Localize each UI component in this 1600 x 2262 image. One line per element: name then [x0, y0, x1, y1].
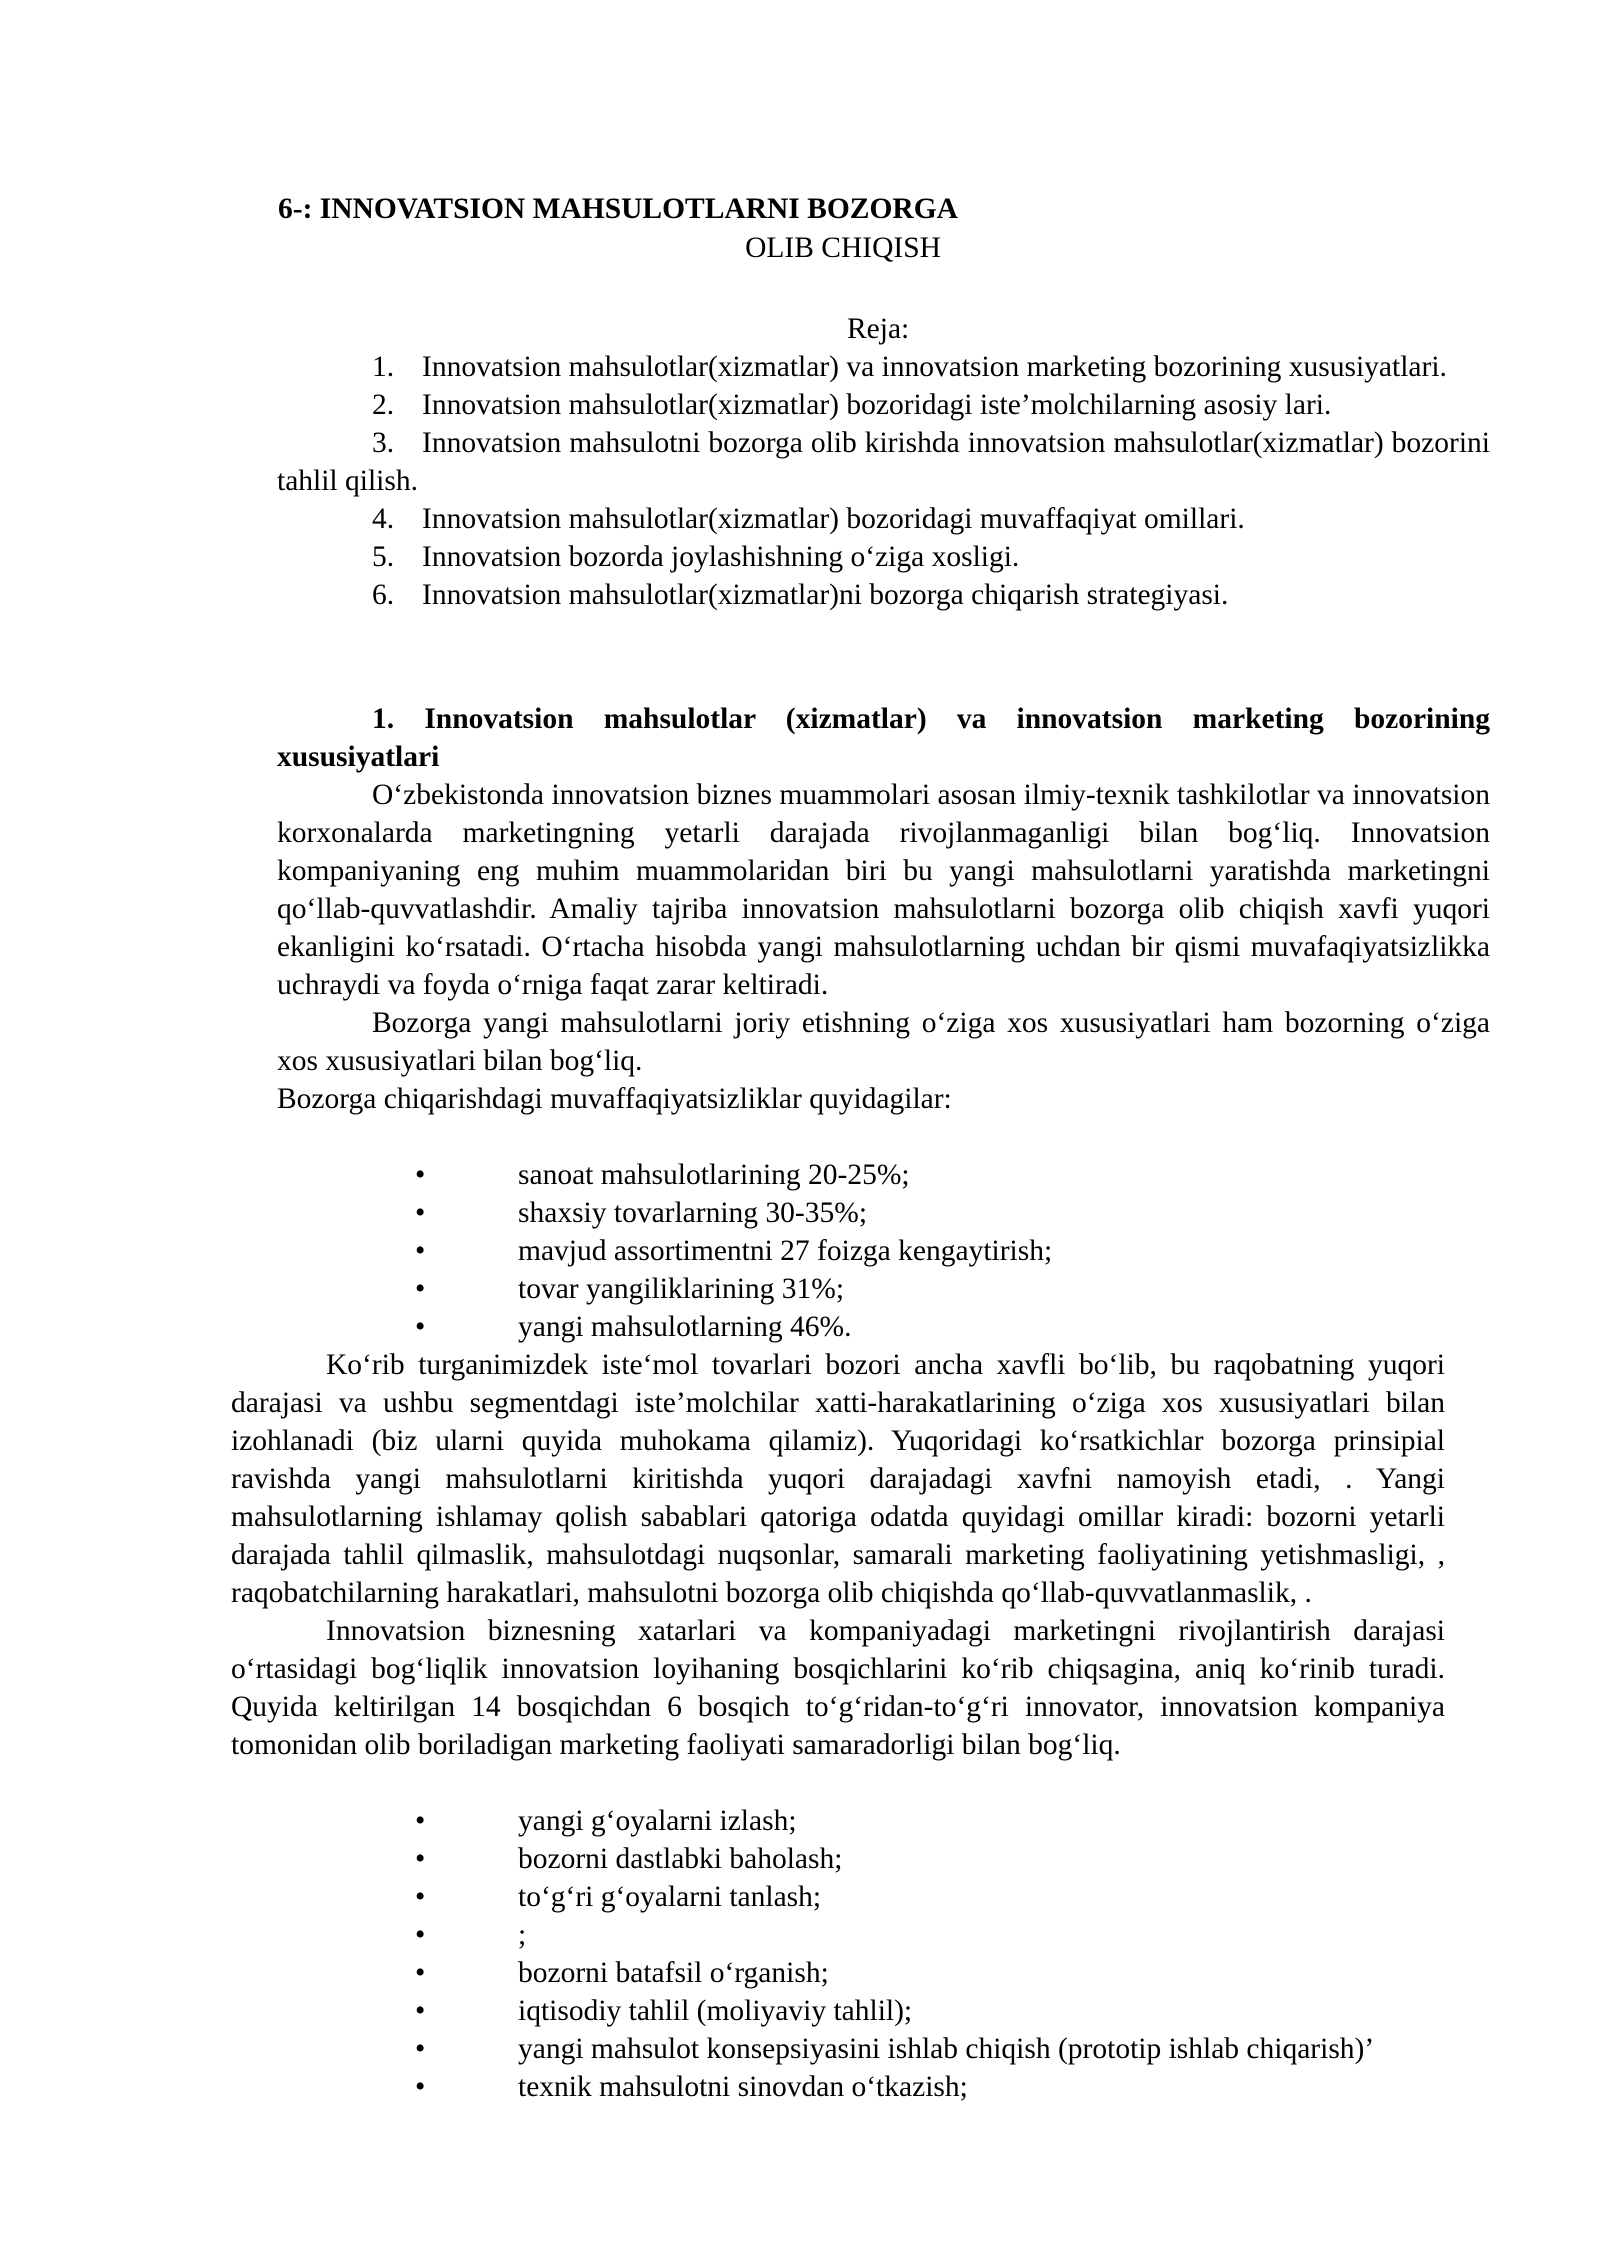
plan-item: [277, 348, 1490, 386]
bullet-symbol: •: [415, 1995, 426, 2027]
bullet-symbol: •: [415, 1311, 426, 1343]
paragraph: Innovatsion biznesning xatarlari va kompaniyadagi marketingni rivojlantirish darajasi o‘rtasidagi bog‘liqlik innovatsion loyihaning bosqichlarini ko‘rib chiqsagina, aniq ko‘rinib turadi. Quyida keltirilgan 14 bosqichdan 6 bosqich to‘g‘ridan-to‘g‘ri innovator, innovatsion kompaniya tomonidan olib boriladigan marketing faoliyati samaradorligi bilan bog‘liq.: [231, 1615, 1445, 1761]
list-item: [415, 1232, 1052, 1270]
list-item-text: sanoat mahsulotlarining 20-25%;: [518, 1159, 910, 1191]
list-item-text: ;: [518, 1919, 527, 1951]
plan-item-number: 4.: [372, 503, 395, 535]
bullet-symbol: •: [415, 1159, 426, 1191]
plan-item-number: 1.: [372, 351, 395, 383]
list-item-text: yangi g‘oyalarni izlash;: [518, 1805, 797, 1837]
plan-item-number: 3.: [372, 427, 395, 459]
bullet-symbol: •: [415, 1273, 426, 1305]
list-item-text: shaxsiy tovarlarning 30-35%;: [518, 1197, 868, 1229]
list-item: [415, 1840, 1374, 1878]
document-subtitle: OLIB CHIQISH: [745, 232, 941, 264]
list-item: [415, 1802, 1374, 1840]
bullet-symbol: •: [415, 1235, 426, 1267]
list-item: [415, 1916, 1374, 1954]
plan-item-text: Innovatsion mahsulotlar(xizmatlar)ni bozorga chiqarish strategiyasi.: [422, 579, 1229, 611]
bullet-list-failures: [415, 1156, 1052, 1346]
plan-item: [277, 500, 1490, 538]
bullet-symbol: •: [415, 2071, 426, 2103]
list-item-text: bozorni batafsil o‘rganish;: [518, 1957, 829, 1989]
paragraph: Bozorga chiqarishdagi muvaffaqiyatsizliklar quyidagilar:: [277, 1083, 952, 1115]
list-item: [415, 1270, 1052, 1308]
bullet-symbol: •: [415, 1197, 426, 1229]
bullet-symbol: •: [415, 1805, 426, 1837]
bullet-list-stages: [415, 1802, 1374, 2106]
bullet-symbol: •: [415, 1843, 426, 1875]
list-item: [415, 1308, 1052, 1346]
list-item: [415, 1194, 1052, 1232]
plan-list: [277, 348, 1490, 614]
plan-item-number: 2.: [372, 389, 395, 421]
bullet-symbol: •: [415, 1881, 426, 1913]
section-1-continued: [231, 1346, 1445, 1764]
plan-item-text: Innovatsion mahsulotlar(xizmatlar) bozoridagi iste’molchilarning asosiy lari.: [422, 389, 1332, 421]
plan-item: [277, 424, 1490, 500]
list-item: [415, 1954, 1374, 1992]
paragraph: Bozorga yangi mahsulotlarni joriy etishning o‘ziga xos xususiyatlari ham bozorning o‘ziga xos xususiyatlari bilan bog‘liq.: [277, 1007, 1490, 1077]
plan-item-text: Innovatsion mahsulotlar(xizmatlar) bozoridagi muvaffaqiyat omillari.: [422, 503, 1245, 535]
list-item-text: iqtisodiy tahlil (moliyaviy tahlil);: [518, 1995, 913, 2027]
document-title: 6-: INNOVATSION MAHSULOTLARNI BOZORGA: [278, 193, 958, 225]
list-item: [415, 2030, 1374, 2068]
plan-item-number: 6.: [372, 579, 395, 611]
plan-item: [277, 576, 1490, 614]
plan-label: Reja:: [847, 313, 910, 345]
list-item: [415, 2068, 1374, 2106]
list-item-text: yangi mahsulot konsepsiyasini ishlab chiqish (prototip ishlab chiqarish)’: [518, 2033, 1375, 2065]
list-item: [415, 1156, 1052, 1194]
bullet-symbol: •: [415, 1919, 426, 1951]
list-item-text: bozorni dastlabki baholash;: [518, 1843, 843, 1875]
plan-item-number: 5.: [372, 541, 395, 573]
list-item-text: mavjud assortimentni 27 foizga kengaytirish;: [518, 1235, 1053, 1267]
list-item-text: to‘g‘ri g‘oyalarni tanlash;: [518, 1881, 822, 1913]
list-item-text: texnik mahsulotni sinovdan o‘tkazish;: [518, 2071, 968, 2103]
list-item: [415, 1878, 1374, 1916]
list-item-text: tovar yangiliklarining 31%;: [518, 1273, 845, 1305]
section-1: [277, 700, 1490, 1118]
section-heading: 1. Innovatsion mahsulotlar (xizmatlar) va innovatsion marketing bozorining xususiyatlari: [277, 703, 1490, 773]
plan-item-text: Innovatsion mahsulotlar(xizmatlar) va innovatsion marketing bozorining xususiyatlari.: [422, 351, 1447, 383]
list-item: [415, 1992, 1374, 2030]
paragraph: Ko‘rib turganimizdek iste‘mol tovarlari bozori ancha xavfli bo‘lib, bu raqobatning yuqori darajasi va ushbu segmentdagi iste’molchilar xatti-harakatlarining o‘ziga xos xususiyatlari bilan izohlanadi (biz ularni quyida muhokama qilamiz). Yuqoridagi ko‘rsatkichlar bozorga prinsipial ravishda yangi mahsulotlarni kiritishda yuqori darajadagi xavfni namoyish etadi, . Yangi mahsulotlarning ishlamay qolish sabablari qatoriga odatda quyidagi omillar kiradi: bozorni yetarli darajada tahlil qilmaslik, mahsulotdagi nuqsonlar, samarali marketing faoliyatining yetishmasligi, , raqobatchilarning harakatlari, mahsulotni bozorga olib chiqishda qo‘llab-quvvatlanmaslik, .: [231, 1349, 1445, 1609]
list-item-text: yangi mahsulotlarning 46%.: [518, 1311, 852, 1343]
bullet-symbol: •: [415, 1957, 426, 1989]
bullet-symbol: •: [415, 2033, 426, 2065]
plan-item-text: Innovatsion mahsulotni bozorga olib kirishda innovatsion mahsulotlar(xizmatlar) bozorini tahlil qilish.: [277, 427, 1490, 497]
plan-item: [277, 538, 1490, 576]
paragraph: O‘zbekistonda innovatsion biznes muammolari asosan ilmiy-texnik tashkilotlar va innovatsion korxonalarda marketingning yetarli darajada rivojlanmaganligi bilan bog‘liq. Innovatsion kompaniyaning eng muhim muammolaridan biri bu yangi mahsulotlarni yaratishda marketingni qo‘llab-quvvatlashdir. Amaliy tajriba innovatsion mahsulotlarni bozorga olib chiqish xavfi yuqori ekanligini ko‘rsatadi. O‘rtacha hisobda yangi mahsulotlarning uchdan bir qismi muvafaqiyatsizlikka uchraydi va foyda o‘rniga faqat zarar keltiradi.: [277, 779, 1490, 1001]
plan-item: [277, 386, 1490, 424]
plan-item-text: Innovatsion bozorda joylashishning o‘ziga xosligi.: [422, 541, 1020, 573]
